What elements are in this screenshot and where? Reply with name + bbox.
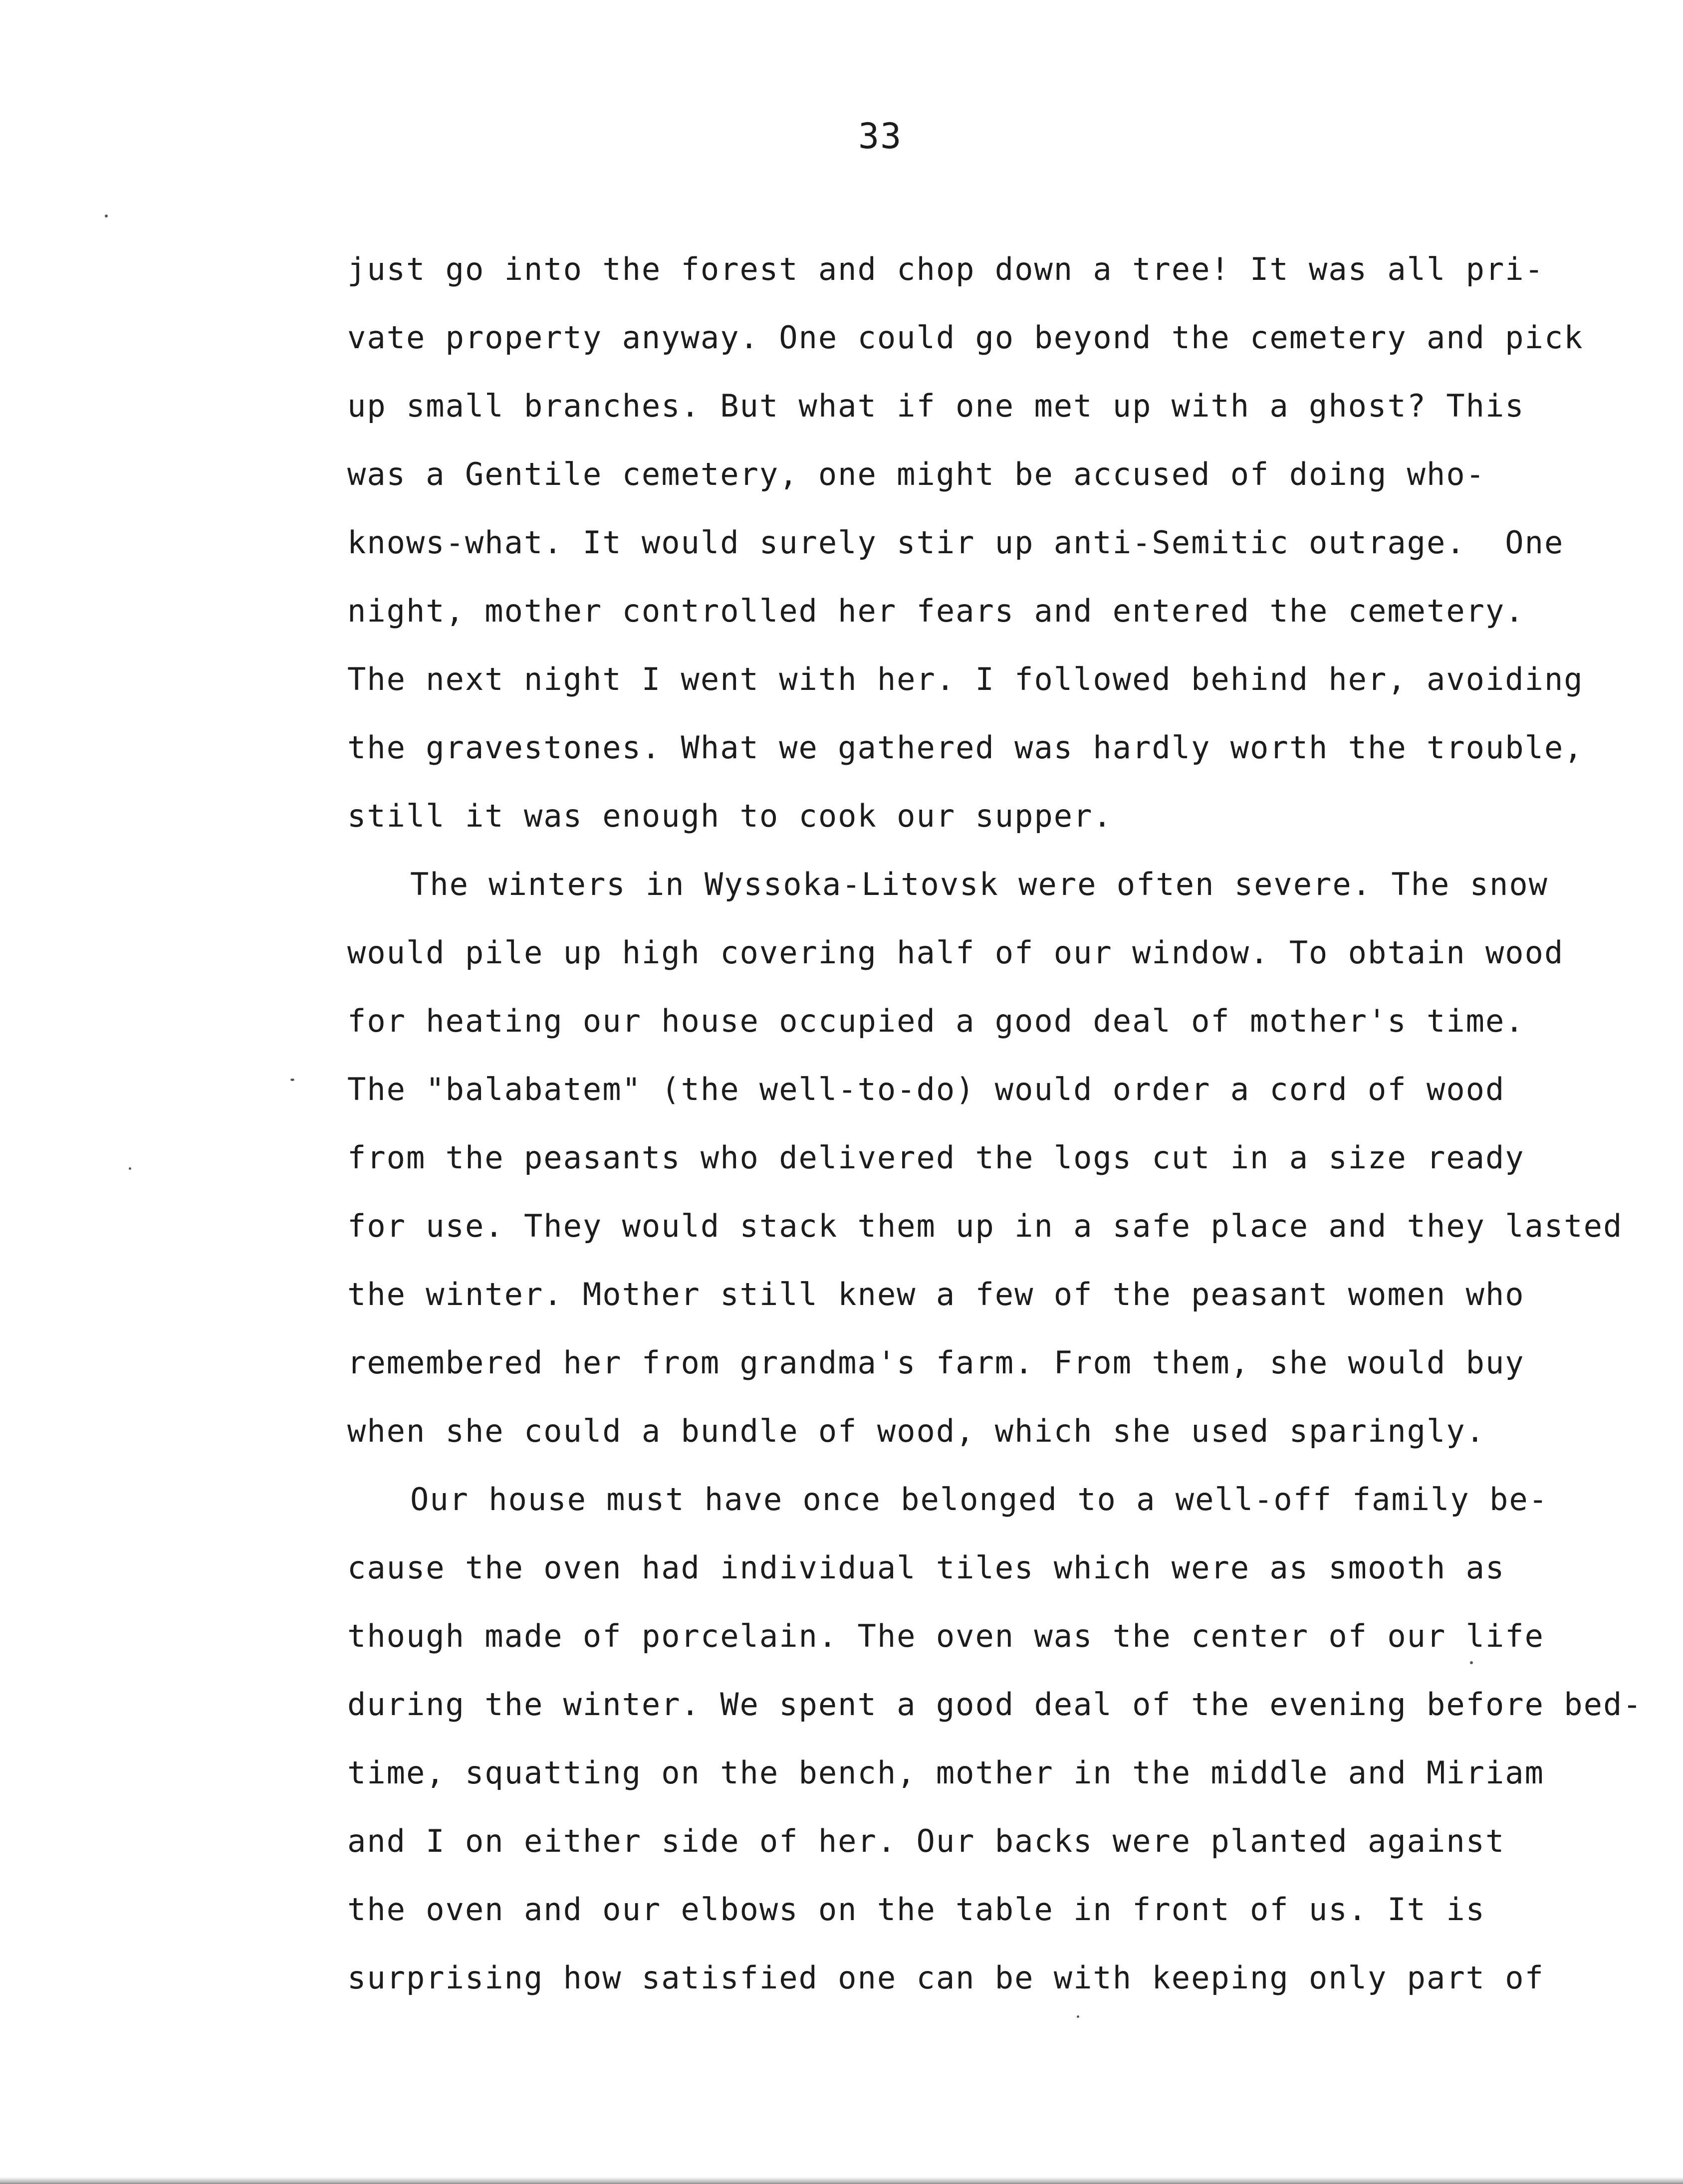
scan-speck xyxy=(129,1167,131,1170)
page-number: 33 xyxy=(858,116,903,157)
scan-speck xyxy=(1077,2015,1079,2018)
text-line: though made of porcelain. The oven was the center of our life xyxy=(347,1618,1544,1654)
paragraph-first-line: The winters in Wyssoka-Litovsk were often severe. The snow xyxy=(410,866,1548,902)
scan-speck xyxy=(290,1079,294,1081)
text-line: would pile up high covering half of our window. To obtain wood xyxy=(347,934,1564,971)
text-line: remembered her from grandma's farm. From them, she would buy xyxy=(347,1344,1525,1381)
text-line: The next night I went with her. I followed behind her, avoiding xyxy=(347,661,1584,697)
text-line: for heating our house occupied a good deal of mother's time. xyxy=(347,1003,1525,1039)
text-line: up small branches. But what if one met up with a ghost? This xyxy=(347,388,1525,424)
text-line: was a Gentile cemetery, one might be accused of doing who- xyxy=(347,456,1485,492)
body-text xyxy=(347,244,1675,2021)
text-line: still it was enough to cook our supper. xyxy=(347,798,1113,834)
text-line: vate property anyway. One could go beyond the cemetery and pick xyxy=(347,319,1584,356)
text-line: the gravestones. What we gathered was hardly worth the trouble, xyxy=(347,729,1584,766)
text-line: when she could a bundle of wood, which she used sparingly. xyxy=(347,1413,1485,1449)
text-line: during the winter. We spent a good deal of the evening before bed- xyxy=(347,1686,1643,1723)
scan-bottom-edge xyxy=(0,2177,1683,2184)
text-line: knows-what. It would surely stir up anti-Semitic outrage. One xyxy=(347,524,1564,561)
text-line: night, mother controlled her fears and entered the cemetery. xyxy=(347,593,1525,629)
text-line: the winter. Mother still knew a few of the peasant women who xyxy=(347,1276,1525,1312)
text-line: and I on either side of her. Our backs were planted against xyxy=(347,1823,1505,1859)
text-line: time, squatting on the bench, mother in the middle and Miriam xyxy=(347,1754,1544,1791)
paragraph-first-line: Our house must have once belonged to a well-off family be- xyxy=(410,1481,1548,1518)
text-line: for use. They would stack them up in a safe place and they lasted xyxy=(347,1208,1623,1244)
text-line: The "balabatem" (the well-to-do) would order a cord of wood xyxy=(347,1071,1505,1107)
scan-speck xyxy=(105,215,108,218)
text-line: cause the oven had individual tiles which were as smooth as xyxy=(347,1549,1505,1586)
text-line: from the peasants who delivered the logs cut in a size ready xyxy=(347,1139,1525,1176)
text-line: just go into the forest and chop down a tree! It was all pri- xyxy=(347,251,1544,287)
scan-speck xyxy=(1470,1661,1473,1664)
text-line: surprising how satisfied one can be with keeping only part of xyxy=(347,1960,1544,1996)
text-line: the oven and our elbows on the table in front of us. It is xyxy=(347,1891,1485,1928)
